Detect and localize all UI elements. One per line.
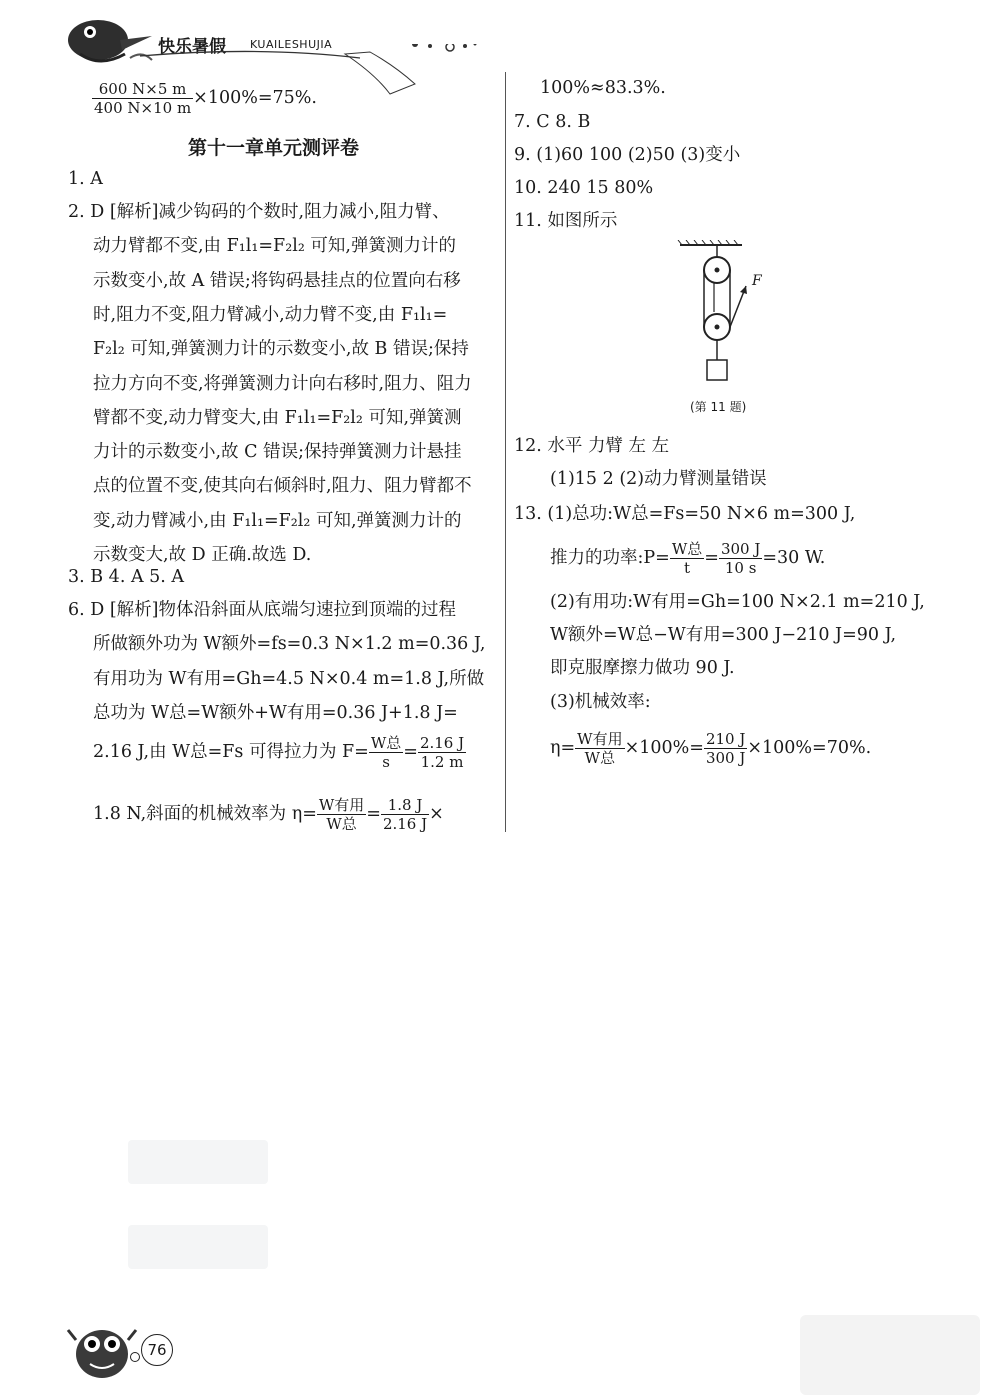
carry-over-equation xyxy=(92,80,317,117)
eq-text: = xyxy=(366,804,381,824)
paragraph-line: 示数变小,故 A 错误;将钩码悬挂点的位置向右移 xyxy=(93,270,461,291)
answer-q13-eta xyxy=(550,730,871,767)
eq-text: = xyxy=(704,548,719,568)
answer-q1: 1. A xyxy=(68,169,103,189)
answer-q13-power xyxy=(550,540,825,577)
answer-q13-2b: W额外=W总−W有用=300 J−210 J=90 J, xyxy=(550,625,897,645)
paragraph-line: F₂l₂ 可知,弹簧测力计的示数变小,故 B 错误;保持 xyxy=(93,339,469,360)
fraction-numerator: W有用 xyxy=(318,796,365,814)
equation-tail: ×100%=75%. xyxy=(193,88,317,108)
eq-text: ×100%=70%. xyxy=(747,738,872,758)
answer-q7-8: 7. C 8. B xyxy=(514,112,591,132)
faint-watermark-block xyxy=(128,1140,268,1184)
fraction-numerator: 2.16 J xyxy=(419,734,465,752)
eq-text: = xyxy=(403,742,418,762)
paragraph-line: 变,动力臂减小,由 F₁l₁=F₂l₂ 可知,弹簧测力计的 xyxy=(93,510,462,531)
column-divider xyxy=(505,72,506,832)
fraction-denominator: 1.2 m xyxy=(420,753,464,771)
fraction xyxy=(575,730,624,767)
fraction-denominator: W总 xyxy=(584,749,616,767)
fraction xyxy=(317,796,366,833)
fraction-numerator: 1.8 J xyxy=(381,796,429,815)
fraction xyxy=(704,730,747,767)
paragraph-line: 点的位置不变,使其向右倾斜时,阻力、阻力臂都不 xyxy=(93,476,472,497)
section-title: 第十一章单元测评卷 xyxy=(188,137,360,159)
fraction-denominator: s xyxy=(382,753,390,771)
paragraph-line: 动力臂都不变,由 F₁l₁=F₂l₂ 可知,弹簧测力计的 xyxy=(93,236,456,257)
figure-force-label: F xyxy=(752,273,762,289)
answer-q13-2a: (2)有用功:W有用=Gh=100 N×2.1 m=210 J, xyxy=(550,592,925,612)
paragraph-line: 总功为 W总=W额外+W有用=0.36 J+1.8 J= xyxy=(93,702,458,723)
answer-q11: 11. 如图所示 xyxy=(514,211,618,231)
paragraph-line: 力计的示数变小,故 C 错误;保持弹簧测力计悬挂 xyxy=(93,442,462,463)
fraction-denominator: 300 J xyxy=(705,749,746,767)
paragraph-line: 6. D [解析]物体沿斜面从底端匀速拉到顶端的过程 xyxy=(68,600,457,620)
pulley-figure xyxy=(670,240,780,395)
fraction xyxy=(719,540,762,577)
faint-watermark-block xyxy=(800,1315,980,1395)
footer-dot xyxy=(130,1352,140,1362)
eq-text: × xyxy=(429,804,444,824)
page-number: 76 xyxy=(141,1334,173,1366)
eq-text: η= xyxy=(550,738,576,758)
fraction-denominator: W总 xyxy=(326,815,357,833)
answer-q3-5: 3. B 4. A 5. A xyxy=(68,567,185,587)
fraction-denominator: 2.16 J xyxy=(382,815,428,833)
fraction-denominator: 10 s xyxy=(724,559,757,577)
carry-over-result: 100%≈83.3%. xyxy=(540,78,666,98)
fraction-denominator: t xyxy=(684,559,691,577)
paragraph-line: 拉力方向不变,将弹簧测力计向右移时,阻力、阻力 xyxy=(93,373,472,394)
eq-text: ×100%= xyxy=(624,738,704,758)
figure-caption: (第 11 题) xyxy=(690,400,747,414)
answer-q6-eq1 xyxy=(93,734,466,771)
fraction xyxy=(92,80,193,117)
answer-q6-eq2 xyxy=(93,796,444,833)
fraction xyxy=(670,540,704,577)
fraction-numerator: W总 xyxy=(370,734,402,752)
answer-q13-1: 13. (1)总功:W总=Fs=50 N×6 m=300 J, xyxy=(514,504,856,524)
footer-mascot-icon xyxy=(62,1310,142,1390)
fraction xyxy=(418,734,466,771)
eq-text: 2.16 J,由 W总=Fs 可得拉力为 F= xyxy=(93,742,369,762)
answer-q10: 10. 240 15 80% xyxy=(514,178,654,198)
fraction-numerator: W总 xyxy=(671,540,703,558)
answer-q12-sub: (1)15 2 (2)动力臂测量错误 xyxy=(550,469,767,489)
eq-text: 推力的功率:P= xyxy=(550,548,670,568)
fraction-denominator: 400 N×10 m xyxy=(94,99,192,117)
fraction xyxy=(381,796,429,833)
eq-text: =30 W. xyxy=(762,548,826,568)
fraction-numerator: W有用 xyxy=(577,730,623,748)
fraction xyxy=(369,734,403,771)
paragraph-line: 臂都不变,动力臂变大,由 F₁l₁=F₂l₂ 可知,弹簧测 xyxy=(93,407,462,428)
answer-q12: 12. 水平 力臂 左 左 xyxy=(514,436,670,456)
answer-q13-3: (3)机械效率: xyxy=(550,692,651,712)
header-subtitle: KUAILESHUJIA xyxy=(250,38,333,51)
answer-q9: 9. (1)60 100 (2)50 (3)变小 xyxy=(514,145,741,165)
fraction-numerator: 600 N×5 m xyxy=(92,80,193,99)
answer-q13-2c: 即克服摩擦力做功 90 J. xyxy=(550,658,735,678)
paragraph-line: 时,阻力不变,阻力臂减小,动力臂不变,由 F₁l₁= xyxy=(93,304,448,325)
header-title: 快乐暑假 xyxy=(158,37,226,57)
fraction-numerator: 210 J xyxy=(705,730,746,748)
eq-text: 1.8 N,斜面的机械效率为 η= xyxy=(93,804,317,824)
paragraph-line: 有用功为 W有用=Gh=4.5 N×0.4 m=1.8 J,所做 xyxy=(93,668,485,689)
fraction-numerator: 300 J xyxy=(720,540,761,558)
paragraph-line: 2. D [解析]减少钩码的个数时,阻力减小,阻力臂、 xyxy=(68,202,450,222)
paragraph-line: 示数变大,故 D 正确.故选 D. xyxy=(93,545,312,565)
faint-watermark-block xyxy=(128,1225,268,1269)
paragraph-line: 所做额外功为 W额外=fs=0.3 N×1.2 m=0.36 J, xyxy=(93,634,486,655)
